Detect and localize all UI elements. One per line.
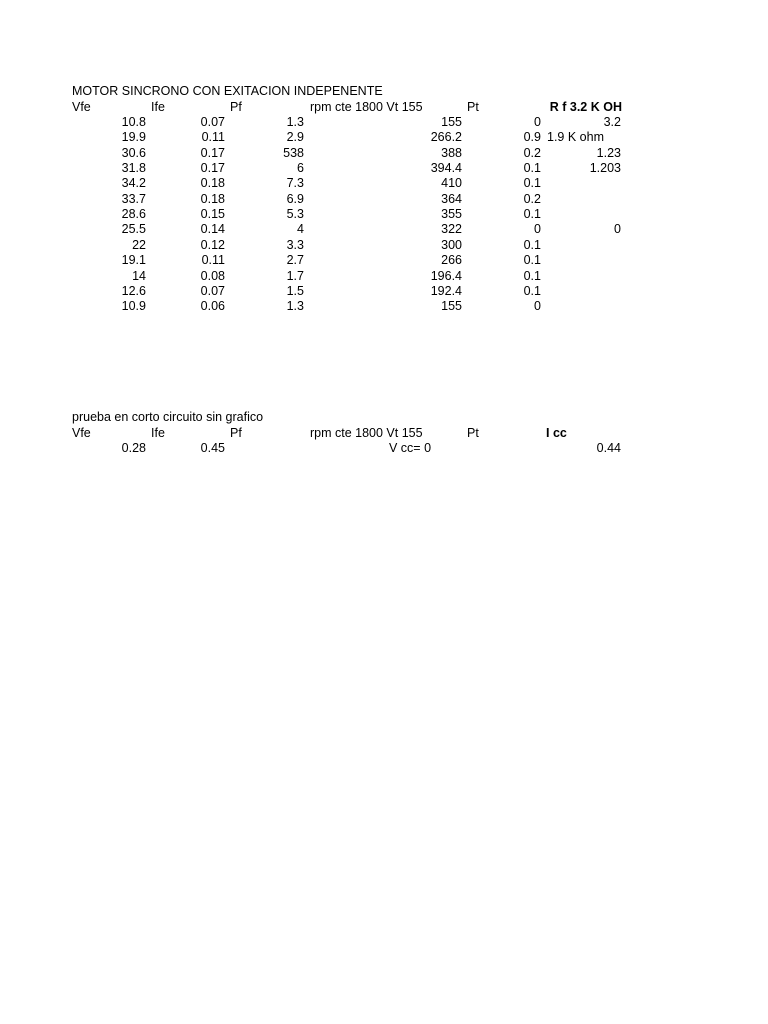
cell-rpm: 155 — [441, 115, 462, 129]
cell-ife: 0.07 — [200, 284, 225, 298]
cell-ife: 0.45 — [200, 441, 225, 455]
cell-pf: 6.9 — [286, 192, 304, 206]
header-vfe: Vfe — [72, 100, 91, 114]
cell-rpm: 394.4 — [430, 161, 462, 175]
cell-rf: 1.9 K ohm — [547, 130, 604, 144]
cell-rpm: 364 — [441, 192, 462, 206]
cell-icc: 0.44 — [596, 441, 621, 455]
cell-pf: 7.3 — [286, 176, 304, 190]
cell-ife: 0.07 — [200, 115, 225, 129]
cell-pt: 0.1 — [523, 161, 541, 175]
cell-vcc: V cc= 0 — [389, 441, 432, 455]
cell-pf: 1.7 — [286, 269, 304, 283]
cell-pt: 0.1 — [523, 284, 541, 298]
header-rf: R f 3.2 K OH — [549, 100, 622, 114]
cell-rf: 3.2 — [603, 115, 621, 129]
cell-pf: 2.9 — [286, 130, 304, 144]
cell-vfe: 33.7 — [121, 192, 146, 206]
cell-rf: 1.203 — [589, 161, 621, 175]
cell-pf: 1.5 — [286, 284, 304, 298]
cell-rpm: 355 — [441, 207, 462, 221]
cell-pf: 6 — [297, 161, 304, 175]
cell-pt: 0.1 — [523, 238, 541, 252]
cell-ife: 0.11 — [201, 253, 225, 267]
cell-vfe: 25.5 — [121, 222, 146, 236]
cell-pt: 0.1 — [523, 253, 541, 267]
cell-ife: 0.15 — [200, 207, 225, 221]
cell-vfe: 12.6 — [121, 284, 146, 298]
cell-ife: 0.14 — [200, 222, 225, 236]
cell-ife: 0.18 — [200, 176, 225, 190]
header-rpm: rpm cte 1800 Vt 155 — [310, 100, 423, 114]
cell-pf: 5.3 — [286, 207, 304, 221]
cell-pt: 0.1 — [523, 269, 541, 283]
header-ife: Ife — [151, 100, 165, 114]
cell-rpm: 196.4 — [430, 269, 462, 283]
header-ife: Ife — [151, 426, 165, 440]
cell-rpm: 410 — [441, 176, 462, 190]
cell-vfe: 19.1 — [121, 253, 146, 267]
cell-pf: 1.3 — [286, 299, 304, 313]
cell-ife: 0.06 — [200, 299, 225, 313]
section1-title: MOTOR SINCRONO CON EXITACION INDEPENENTE — [72, 84, 383, 98]
cell-pf: 2.7 — [286, 253, 304, 267]
cell-vfe: 30.6 — [121, 146, 146, 160]
cell-pf: 538 — [283, 146, 304, 160]
cell-pf: 3.3 — [286, 238, 304, 252]
cell-pf: 1.3 — [286, 115, 304, 129]
cell-vfe: 10.8 — [121, 115, 146, 129]
cell-vfe: 34.2 — [121, 176, 146, 190]
cell-pt: 0.9 — [523, 130, 541, 144]
cell-vfe: 22 — [132, 238, 146, 252]
cell-vfe: 19.9 — [121, 130, 146, 144]
cell-vfe: 28.6 — [121, 207, 146, 221]
cell-rpm: 155 — [441, 299, 462, 313]
cell-rpm: 300 — [441, 238, 462, 252]
cell-vfe: 14 — [132, 269, 146, 283]
cell-ife: 0.11 — [201, 130, 225, 144]
cell-pt: 0.2 — [523, 146, 541, 160]
cell-pt: 0.1 — [523, 176, 541, 190]
cell-pt: 0 — [534, 299, 541, 313]
cell-pt: 0.2 — [523, 192, 541, 206]
header-pt: Pt — [467, 100, 479, 114]
header-icc: I cc — [546, 426, 567, 440]
cell-ife: 0.17 — [200, 161, 225, 175]
cell-rf: 1.23 — [596, 146, 621, 160]
cell-ife: 0.18 — [200, 192, 225, 206]
cell-rpm: 266 — [441, 253, 462, 267]
header-pf: Pf — [230, 100, 242, 114]
header-pf: Pf — [230, 426, 242, 440]
cell-ife: 0.12 — [200, 238, 225, 252]
header-vfe: Vfe — [72, 426, 91, 440]
cell-rpm: 192.4 — [430, 284, 462, 298]
cell-rf: 0 — [614, 222, 621, 236]
header-rpm: rpm cte 1800 Vt 155 — [310, 426, 423, 440]
cell-pf: 4 — [297, 222, 304, 236]
cell-vfe: 10.9 — [121, 299, 146, 313]
cell-pt: 0 — [534, 222, 541, 236]
cell-rpm: 322 — [441, 222, 462, 236]
cell-rpm: 266.2 — [430, 130, 462, 144]
cell-rpm: 388 — [441, 146, 462, 160]
section2-title: prueba en corto circuito sin grafico — [72, 410, 264, 424]
cell-vfe: 31.8 — [121, 161, 146, 175]
header-pt: Pt — [467, 426, 479, 440]
cell-vfe: 0.28 — [121, 441, 146, 455]
cell-pt: 0 — [534, 115, 541, 129]
cell-ife: 0.08 — [200, 269, 225, 283]
cell-pt: 0.1 — [523, 207, 541, 221]
cell-ife: 0.17 — [200, 146, 225, 160]
